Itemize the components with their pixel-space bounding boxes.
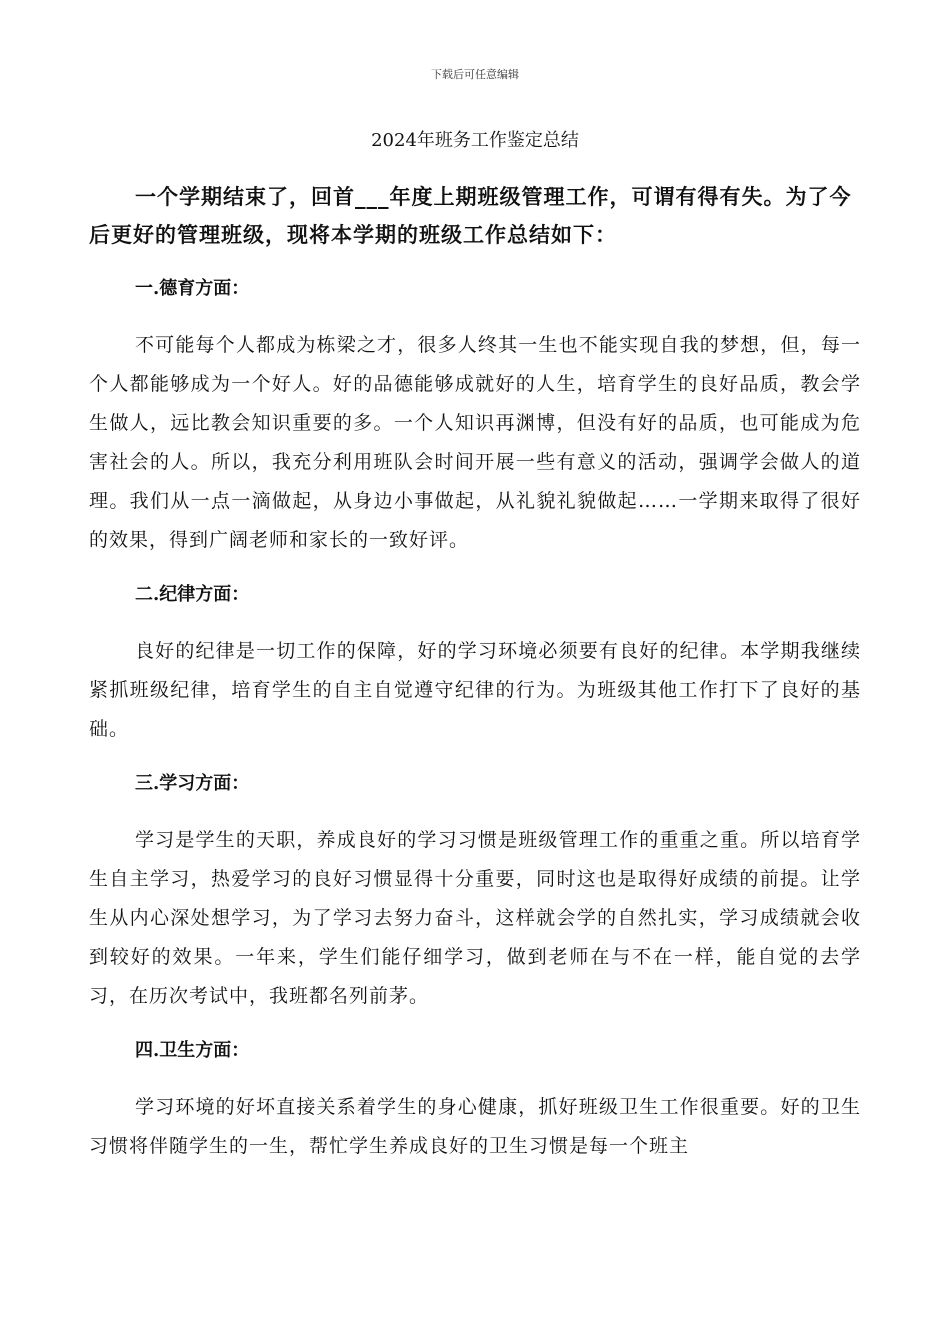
- section-heading-study: 三.学习方面：: [135, 773, 250, 794]
- section-body-study: 学习是学生的天职，养成良好的学习习惯是班级管理工作的重重之重。所以培育学生自主学习，热爱学习的良好习惯显得十分重要，同时这也是取得好成绩的前提。让学生从内心深处想学习，为了学习去努力奋斗，这样就会学的自然扎实，学习成绩就会收到较好的效果。一年来，学生们能仔细学习，做到老师在与不在一样，能自觉的去学习，在历次考试中，我班都名列前茅。: [89, 829, 861, 1007]
- document-body: [89, 178, 861, 1186]
- section-body-discipline: 良好的纪律是一切工作的保障，好的学习环境必须要有良好的纪律。本学期我继续紧抓班级纪律，培育学生的自主自觉遵守纪律的行为。为班级其他工作打下了良好的基础。: [89, 640, 861, 740]
- section-heading-hygiene: 四.卫生方面：: [135, 1040, 250, 1061]
- section-body-hygiene: 学习环境的好坏直接关系着学生的身心健康，抓好班级卫生工作很重要。好的卫生习惯将伴随学生的一生，帮忙学生养成良好的卫生习惯是每一个班主: [89, 1096, 861, 1157]
- document-title: 2024年班务工作鉴定总结: [371, 130, 579, 151]
- intro-paragraph: 一个学期结束了，回首___年度上期班级管理工作，可谓有得有失。为了今后更好的管理班级，现将本学期的班级工作总结如下：: [89, 184, 852, 247]
- section-heading-moral: 一.德育方面：: [135, 278, 250, 299]
- section-body-moral: 不可能每个人都成为栋梁之才，很多人终其一生也不能实现自我的梦想，但，每一个人都能够成为一个好人。好的品德能够成就好的人生，培育学生的良好品质，教会学生做人，远比教会知识重要的多。一个人知识再渊博，但没有好的品质，也可能成为危害社会的人。所以，我充分利用班队会时间开展一些有意义的活动，强调学会做人的道理。我们从一点一滴做起，从身边小事做起，从礼貌礼貌做起……一学期来取得了很好的效果，得到广阔老师和家长的一致好评。: [89, 334, 861, 551]
- section-heading-discipline: 二.纪律方面：: [135, 584, 250, 605]
- header-note: 下载后可任意编辑: [431, 68, 519, 81]
